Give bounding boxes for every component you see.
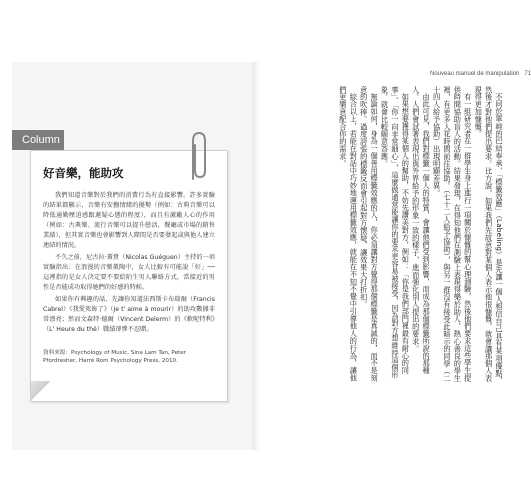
body-paragraph: 如果想要獲得某個人的幫助，不妨先讚美對方，例如：「你是我們部門裡最有耐心的同事」、「你一向非常細心」，這麼做通常能讓你的要求更容易被接受，因為對方想維持這個形象，就會比較願意答應。	[380, 86, 411, 379]
card-body	[43, 191, 215, 337]
vertical-body-text	[272, 86, 504, 386]
right-page	[262, 62, 531, 450]
card-title: 好音樂，能助攻	[43, 166, 124, 180]
paperclip-icon	[185, 129, 211, 183]
left-page	[12, 62, 252, 450]
card-paragraph: 我們知道音樂對於我們的消費行為有直接影響。許多實驗的結果都顯示，音樂有安撫情緒的優勢（例如：古典音樂可以降低通勤壓迫感跟遲疑心態的程度），而且有激勵人心的作用（例如：古典樂、流行音樂可以提升戀活，餐廳或市場的銷售業績），但其實音樂也會影響到人際間是否要發起或與他人建立連結的情況。	[43, 192, 215, 249]
body-paragraph: 無論如何，身為一個善用標籤效應的人，你必須讓對方覺得那個標籤是真誠的，而不是刻意的吹捧。過度誇張的標籤反而會引起對方懷疑，讓效果大打折扣。	[359, 86, 380, 382]
body-paragraph: 有一組研究者在一群學生身上進行一項關於慷慨的幫心理測驗，然後他們要求這些學生提供時間協助盲人的活動。結果發現，在得知他們在測驗上表現得樂於助人、熱心善良的學生裡，有更多人花時間前往協助。（七十二人給予協助），與另一群沒有接受此暗示的同學（二十四人給予協助）出現明顯差異。	[432, 86, 473, 383]
book-gutter	[252, 62, 262, 450]
page-number: 71	[524, 71, 531, 77]
card-paragraph: 如果你有興趣的話，先讓你知道法西斯卡布瑞爾（Francis Cabrel）《我愛死妳了》（Je t' aime à mourir）的助攻數據非常漂亮；然而文森特·德爾（Vincent Delerm）的《軟呢特利》（L' Heure du thé）戰績卻慘不忍賭。	[43, 296, 215, 333]
column-tab: Column	[12, 130, 64, 150]
card-source: 資料來源：Psychology of Music, Sina Lam Tan, Peter Pfordresher, Harré Rom Psychology Press, 2010.	[43, 350, 186, 364]
page-curl	[31, 381, 51, 401]
body-paragraph: 不同於單純的巴結奉承，「標籤效應」（Labeling）是先讓一個人相信自己具有某項優點，然後才對他們提出要求。比方說，如果我們先故意對某個人表示他很慷慨，就會讓那個人表現得更加慷慨。	[474, 86, 504, 385]
running-head-title: Nouveau manuel de manipulation	[430, 71, 520, 77]
running-head	[430, 71, 531, 77]
card-paragraph: 不久之前，尼古拉·蓋貴（Nicolas Guéguen）主持的一項實驗指出：在浪漫的音樂薰陶中，女人比較有可能說「好」── 這裡指的是女人決定要不要給陌生男人聯絡方式，當接近的男性是否能成功取得她們的好感的時候。	[43, 254, 215, 291]
body-paragraph: 綜合以上，若能在對話中巧妙地運用標籤效應，就能在不知不覺中引導他人的行為，讓他們更樂意配合你的需求。	[338, 86, 359, 382]
column-card	[30, 150, 228, 402]
body-paragraph: 由此可見，我們對標籤一個人的特質，會讓他們受到影響，而成為那個標籤所說的那種人。人們會試著表現出與外界給予的形象一致的樣子，進而強化別人提出的要求。	[411, 86, 432, 375]
